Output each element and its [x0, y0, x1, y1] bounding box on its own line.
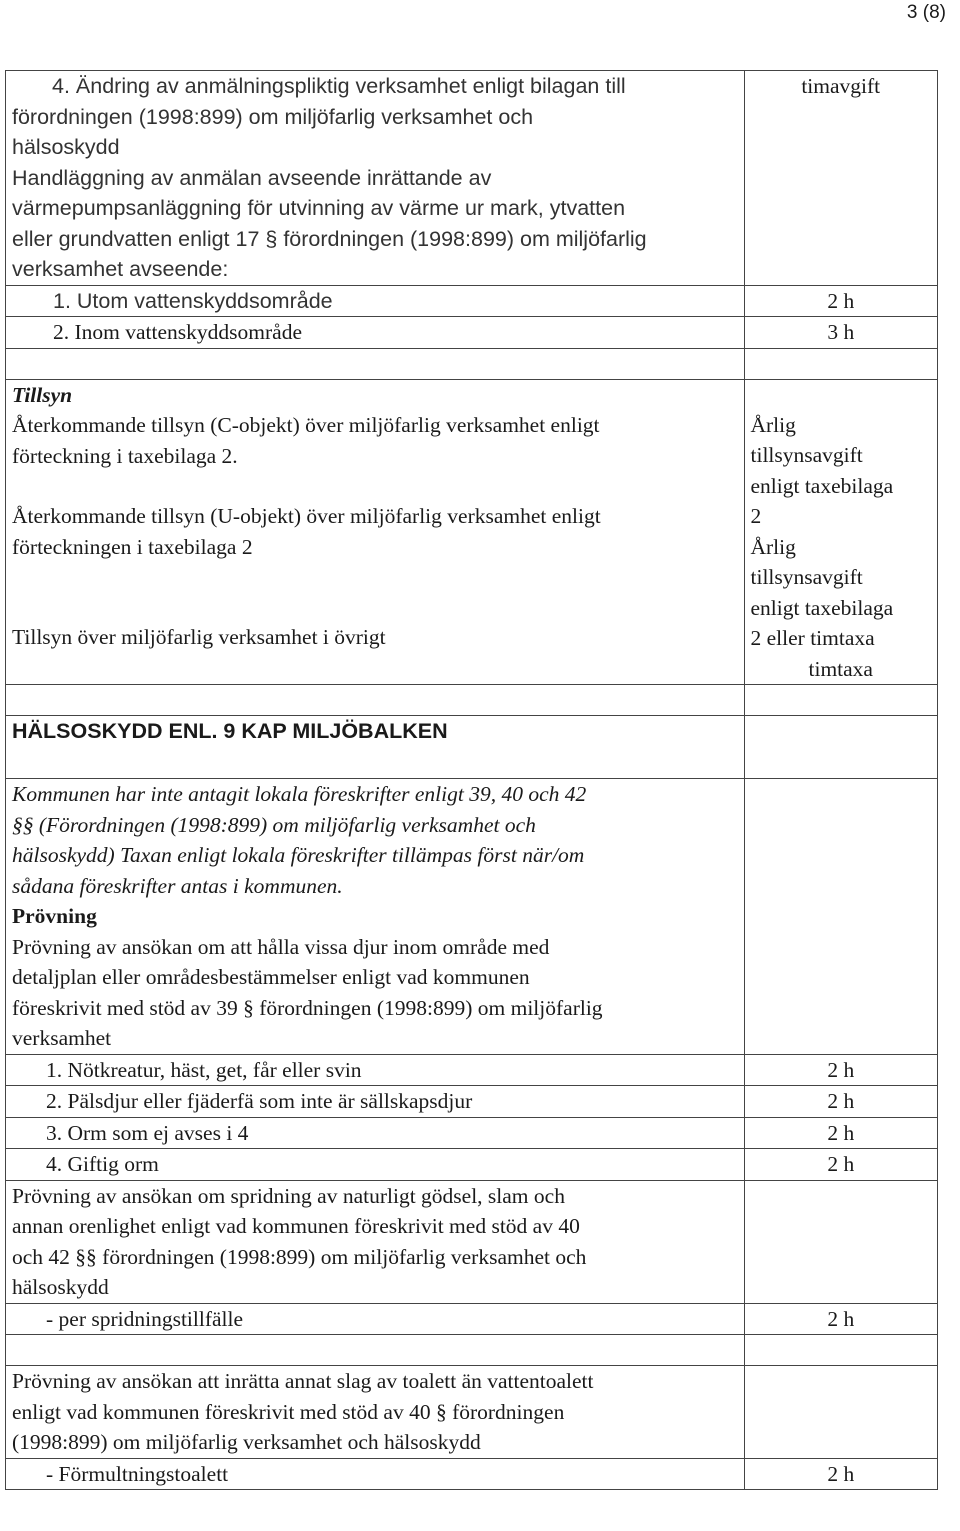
fee-value: 2 eller timtaxa	[750, 626, 875, 650]
tillsyn-c-line: förteckning i taxebilaga 2.	[12, 443, 238, 468]
djur-item: 3. Orm som ej avses i 4	[6, 1117, 745, 1149]
spridning-text-cell	[6, 1180, 745, 1303]
provning-heading: Prövning	[12, 904, 97, 928]
section4-body-line: eller grundvatten enligt 17 § förordningen (1998:899) om miljöfarlig	[12, 226, 647, 251]
page-number: 3 (8)	[906, 2, 946, 23]
fee-value: 2 h	[744, 1149, 938, 1181]
spridning-line: Prövning av ansökan om spridning av naturligt gödsel, slam och	[12, 1183, 565, 1208]
tillsyn-other-line: Tillsyn över miljöfarlig verksamhet i övrigt	[12, 625, 386, 649]
toalett-line: Prövning av ansökan att inrätta annat slag av toalett än vattentoalett	[12, 1369, 594, 1393]
spridning-item: - per spridningstillfälle	[6, 1303, 745, 1335]
toalett-text-cell	[6, 1366, 745, 1459]
empty-cell	[744, 1366, 938, 1459]
table-row	[6, 1054, 938, 1086]
item-cell: 2. Inom vattenskyddsområde	[6, 317, 745, 349]
empty-cell	[744, 685, 938, 716]
spridning-line: hälsoskydd	[12, 1275, 109, 1299]
table-row	[6, 348, 938, 379]
fee-value: 3 h	[744, 317, 938, 349]
fee-value: 2 h	[744, 1458, 938, 1490]
table-row	[6, 71, 938, 286]
fee-value: tillsynsavgift	[750, 443, 863, 467]
djur-line: detaljplan eller områdesbestämmelser enligt vad kommunen	[12, 965, 530, 989]
empty-cell	[744, 716, 938, 779]
fee-value: timtaxa	[808, 656, 873, 681]
table-row	[6, 779, 938, 1055]
section4-body-line: värmepumpsanläggning för utvinning av värme ur mark, ytvatten	[12, 196, 626, 220]
empty-cell	[744, 1335, 938, 1366]
table-row	[6, 285, 938, 317]
table-row	[6, 1335, 938, 1366]
djur-line: föreskrivit med stöd av 39 § förordningen (1998:899) om miljöfarlig	[12, 995, 603, 1020]
note-line: sådana föreskrifter antas i kommunen.	[12, 873, 343, 898]
fee-value: timavgift	[801, 74, 881, 98]
tillsyn-c-line: Återkommande tillsyn (C-objekt) över miljöfarlig verksamhet enligt	[12, 413, 600, 437]
spridning-line: och 42 §§ förordningen (1998:899) om miljöfarlig verksamhet och	[12, 1244, 587, 1269]
note-line: hälsoskydd) Taxan enligt lokala föreskrifter tillämpas först när/om	[12, 843, 585, 867]
table-row	[6, 1303, 938, 1335]
section4-body-line: verksamhet avseende:	[12, 257, 229, 281]
fee-table	[5, 70, 938, 1490]
section4-text-cell	[6, 71, 745, 286]
empty-cell	[744, 779, 938, 1055]
section4-fee-cell	[744, 71, 938, 286]
empty-cell	[6, 685, 745, 716]
djur-line: verksamhet	[12, 1026, 112, 1050]
note-line: §§ (Förordningen (1998:899) om miljöfarlig verksamhet och	[12, 812, 536, 837]
empty-cell	[744, 1180, 938, 1303]
fee-value: Årlig	[750, 534, 796, 559]
table-row	[6, 1180, 938, 1303]
halsoskydd-text-cell	[6, 779, 745, 1055]
section4-body-line: Handläggning av anmälan avseende inrättande av	[12, 165, 492, 190]
toalett-line: (1998:899) om miljöfarlig verksamhet och hälsoskydd	[12, 1430, 481, 1454]
djur-line: Prövning av ansökan om att hålla vissa djur inom område med	[12, 934, 550, 959]
halsoskydd-heading-cell	[6, 716, 745, 779]
note-line: Kommunen har inte antagit lokala föreskrifter enligt 39, 40 och 42	[12, 782, 587, 806]
fee-value: 2 h	[744, 285, 938, 317]
fee-value: enligt taxebilaga	[750, 595, 894, 620]
fee-value: enligt taxebilaga	[750, 473, 894, 498]
table-row	[6, 716, 938, 779]
table-row	[6, 317, 938, 349]
empty-cell	[6, 1335, 745, 1366]
table-row	[6, 685, 938, 716]
tillsyn-text-cell	[6, 379, 745, 685]
fee-value: 2 h	[744, 1086, 938, 1118]
section4-title-line: förordningen (1998:899) om miljöfarlig verksamhet och	[12, 104, 534, 129]
tillsyn-heading: Tillsyn	[12, 382, 73, 407]
fee-value: 2 h	[744, 1303, 938, 1335]
djur-item: 2. Pälsdjur eller fjäderfä som inte är sällskapsdjur	[6, 1086, 745, 1118]
halsoskydd-heading: HÄLSOSKYDD ENL. 9 KAP MILJÖBALKEN	[12, 719, 448, 743]
toalett-line: enligt vad kommunen föreskrivit med stöd av 40 § förordningen	[12, 1399, 565, 1424]
toalett-item: - Förmultningstoalett	[6, 1458, 745, 1490]
table-row	[6, 1117, 938, 1149]
djur-item: 4. Giftig orm	[6, 1149, 745, 1181]
item-cell: 1. Utom vattenskyddsområde	[6, 285, 745, 317]
table-row	[6, 1366, 938, 1459]
djur-item: 1. Nötkreatur, häst, get, får eller svin	[6, 1054, 745, 1086]
fee-value: tillsynsavgift	[750, 565, 863, 589]
section4-title-line: hälsoskydd	[12, 135, 120, 159]
table-row	[6, 1086, 938, 1118]
tillsyn-u-line: Återkommande tillsyn (U-objekt) över miljöfarlig verksamhet enligt	[12, 504, 601, 528]
section4-title-line: 4. Ändring av anmälningspliktig verksamhet enligt bilagan till	[52, 74, 626, 98]
table-row	[6, 379, 938, 685]
fee-value: 2	[750, 504, 762, 528]
empty-cell	[744, 348, 938, 379]
empty-cell	[6, 348, 745, 379]
spridning-line: annan orenlighet enligt vad kommunen föreskrivit med stöd av 40	[12, 1214, 580, 1238]
tillsyn-fee-cell	[744, 379, 938, 685]
table-row	[6, 1149, 938, 1181]
tillsyn-u-line: förteckningen i taxebilaga 2	[12, 534, 253, 559]
fee-value: 2 h	[744, 1117, 938, 1149]
fee-value: 2 h	[744, 1054, 938, 1086]
fee-value: Årlig	[750, 412, 796, 437]
table-row	[6, 1458, 938, 1490]
